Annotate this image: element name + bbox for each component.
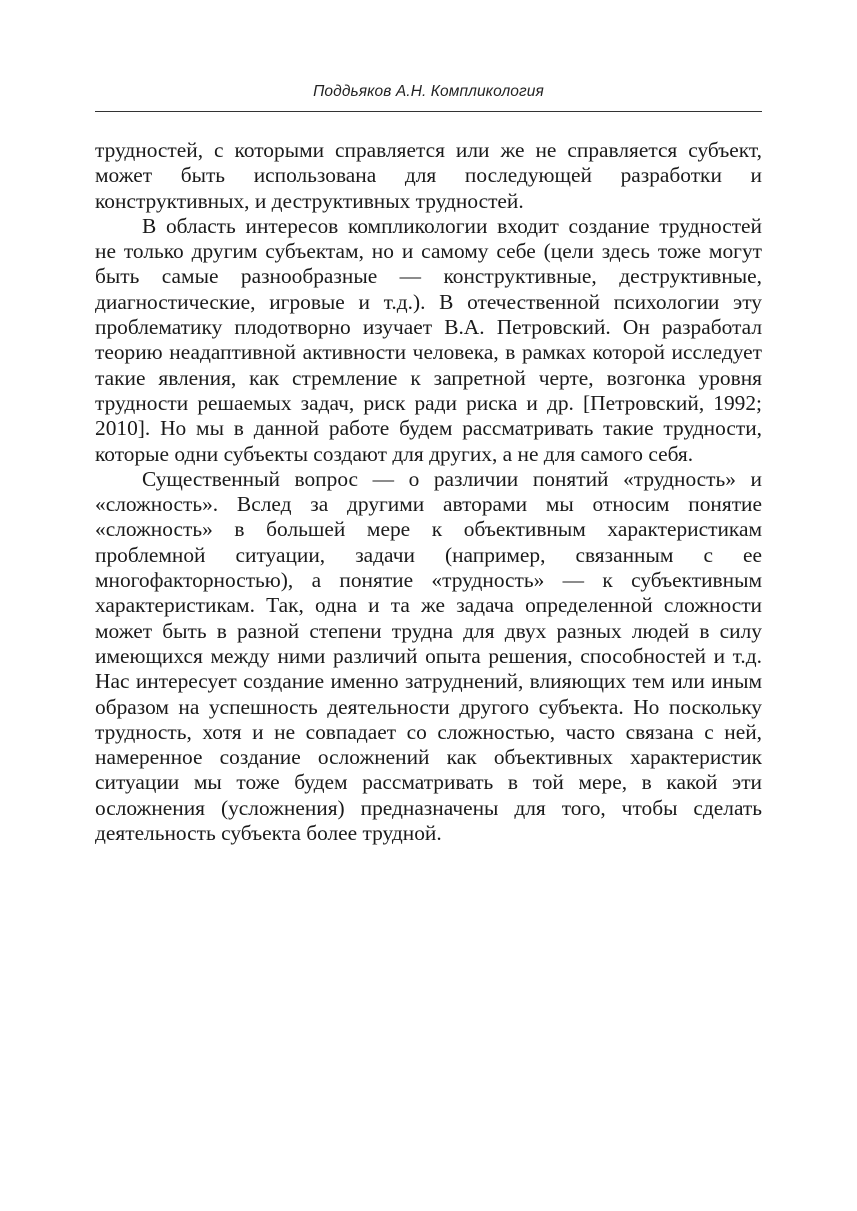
- paragraph-continuation: трудностей, с которыми справляется или же не справляется субъект, может быть использована для последующей разработки и конструктивных, и деструктивных трудностей.: [95, 138, 762, 213]
- body-text: [95, 138, 762, 846]
- paragraph-difficulty-vs-complexity: Существенный вопрос — о различии понятий «трудность» и «сложность». Вслед за другими авторами мы относим понятие «сложность» в большей мере к объективным характеристикам проблемной ситуации, задачи (например, связанным с ее многофакторностью), а понятие «трудность» — к субъективным характеристикам. Так, одна и та же задача определенной сложности может быть в разной степени трудна для двух разных людей в силу имеющихся между ними различий опыта решения, способностей и т.д. Нас интересует создание именно затруднений, влияющих тем или иным образом на успешность деятельности другого субъекта. Но поскольку трудность, хотя и не совпадает со сложностью, часто связана с ней, намеренное создание осложнений как объективных характеристик ситуации мы тоже будем рассматривать в той мере, в какой эти осложнения (усложнения) предназначены для того, чтобы сделать деятельность субъекта более трудной.: [95, 466, 762, 846]
- header-rule: [95, 111, 762, 112]
- running-header-title: Поддьяков А.Н. Компликология: [313, 83, 544, 100]
- paragraph-complicology-self: В область интересов компликологии входит создание трудностей не только другим субъектам, но и самому себе (цели здесь тоже могут быть самые разнообразные — конструктивные, деструктивные, диагностические, игровые и т.д.). В отечественной психологии эту проблематику плодотворно изучает В.А. Петровский. Он разработал теорию неадаптивной активности человека, в рамках которой исследует такие явления, как стремление к запретной черте, возгонка уровня трудности решаемых задач, риск ради риска и др. [Петровский, 1992; 2010]. Но мы в данной работе будем рассматривать такие трудности, которые одни субъекты создают для других, а не для самого себя.: [95, 213, 762, 466]
